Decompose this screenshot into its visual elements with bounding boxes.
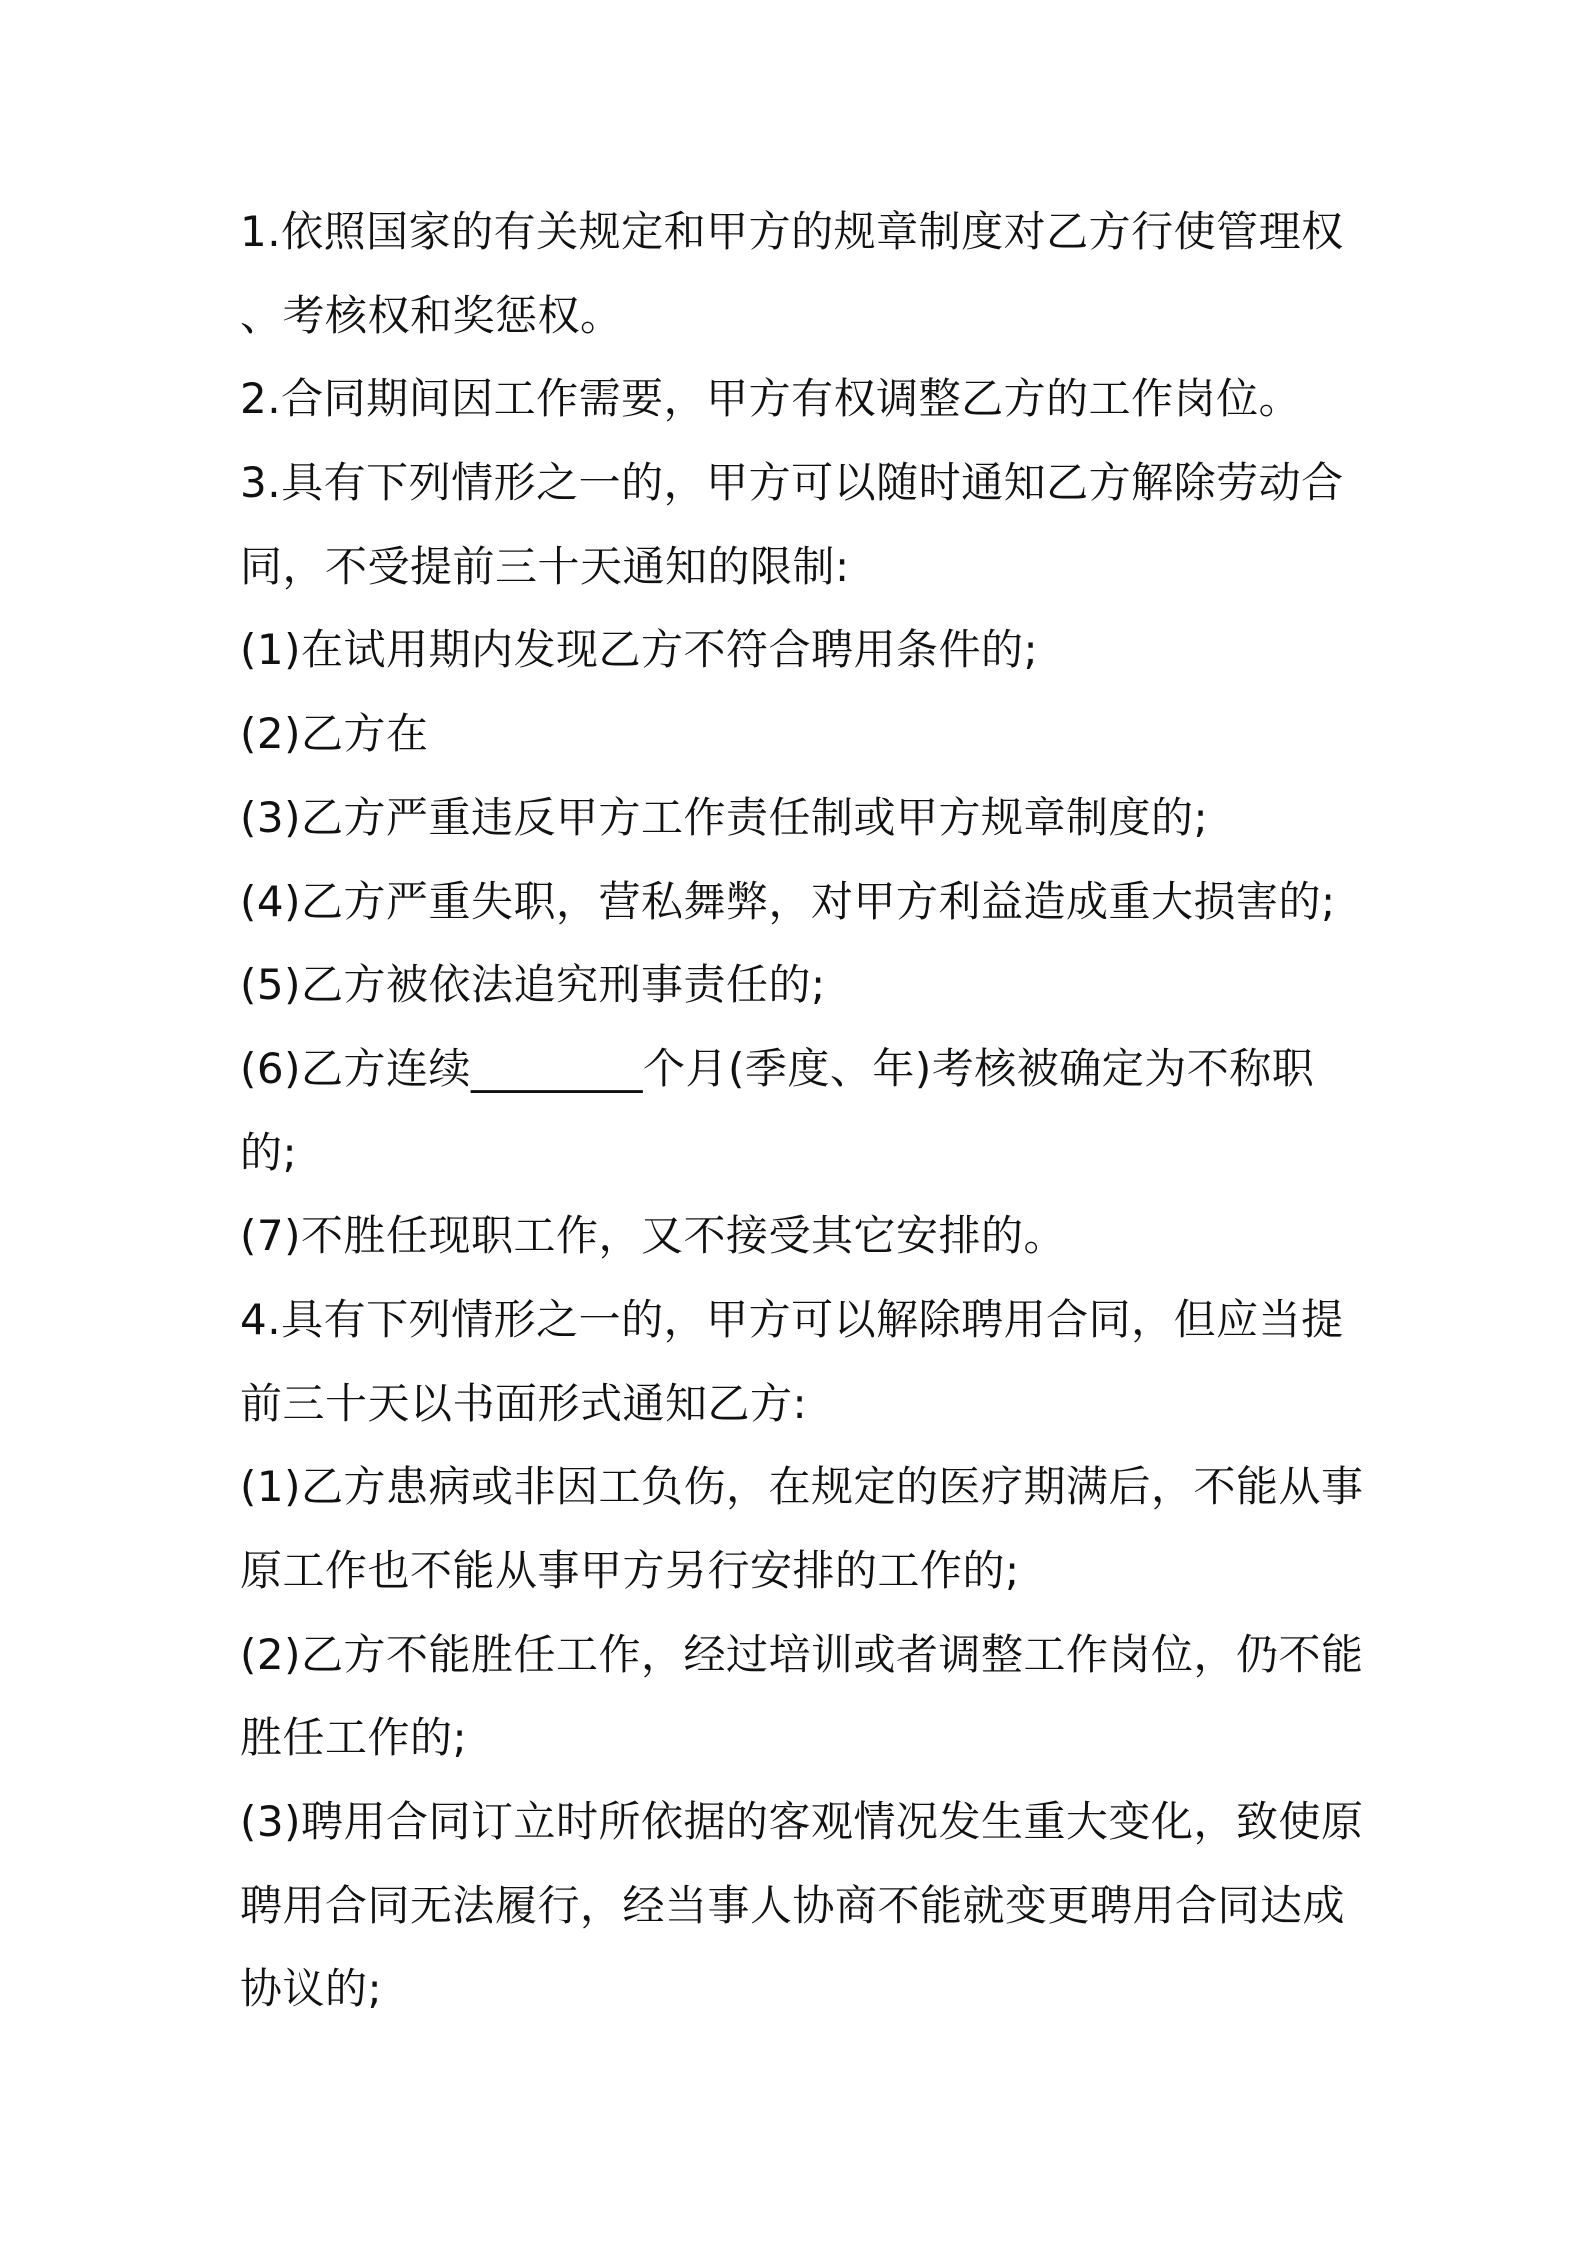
- text-line: (1)乙方患病或非因工负伤，在规定的医疗期满后，不能从事: [240, 1462, 1364, 1512]
- text-line: (2)乙方在: [240, 709, 429, 759]
- text-line: 同，不受提前三十天通知的限制:: [240, 541, 850, 591]
- text-line: 前三十天以书面形式通知乙方:: [240, 1378, 808, 1428]
- text-line: 的;: [240, 1127, 298, 1177]
- document-body: [240, 190, 1364, 2031]
- text-line: (6)乙方连续________个月(季度、年)考核被确定为不称职: [240, 1043, 1315, 1093]
- text-line: 2.合同期间因工作需要，甲方有权调整乙方的工作岗位。: [240, 374, 1302, 424]
- text-line: 、考核权和奖惩权。: [240, 290, 623, 340]
- text-line: (2)乙方不能胜任工作，经过培训或者调整工作岗位，仍不能: [240, 1629, 1364, 1679]
- text-line: 1.依照国家的有关规定和甲方的规章制度对乙方行使管理权: [240, 207, 1344, 256]
- text-line: 聘用合同无法履行，经当事人协商不能就变更聘用合同达成: [240, 1880, 1346, 1930]
- text-line: (5)乙方被依法追究刑事责任的;: [240, 960, 826, 1010]
- text-line: 协议的;: [240, 1964, 383, 2014]
- text-line: 原工作也不能从事甲方另行安排的工作的;: [240, 1546, 1020, 1595]
- text-line: 胜任工作的;: [240, 1713, 468, 1763]
- text-line: (3)聘用合同订立时所依据的客观情况发生重大变化，致使原: [240, 1797, 1364, 1847]
- text-line: (7)不胜任现职工作，又不接受其它安排的。: [240, 1211, 1066, 1261]
- text-line: (3)乙方严重违反甲方工作责任制或甲方规章制度的;: [240, 792, 1209, 842]
- text-line: (4)乙方严重失职，营私舞弊，对甲方利益造成重大损害的;: [240, 876, 1336, 926]
- text-line: 4.具有下列情形之一的，甲方可以解除聘用合同，但应当提: [240, 1294, 1344, 1344]
- text-line: 3.具有下列情形之一的，甲方可以随时通知乙方解除劳动合: [240, 458, 1344, 508]
- text-line: (1)在试用期内发现乙方不符合聘用条件的;: [240, 625, 1039, 675]
